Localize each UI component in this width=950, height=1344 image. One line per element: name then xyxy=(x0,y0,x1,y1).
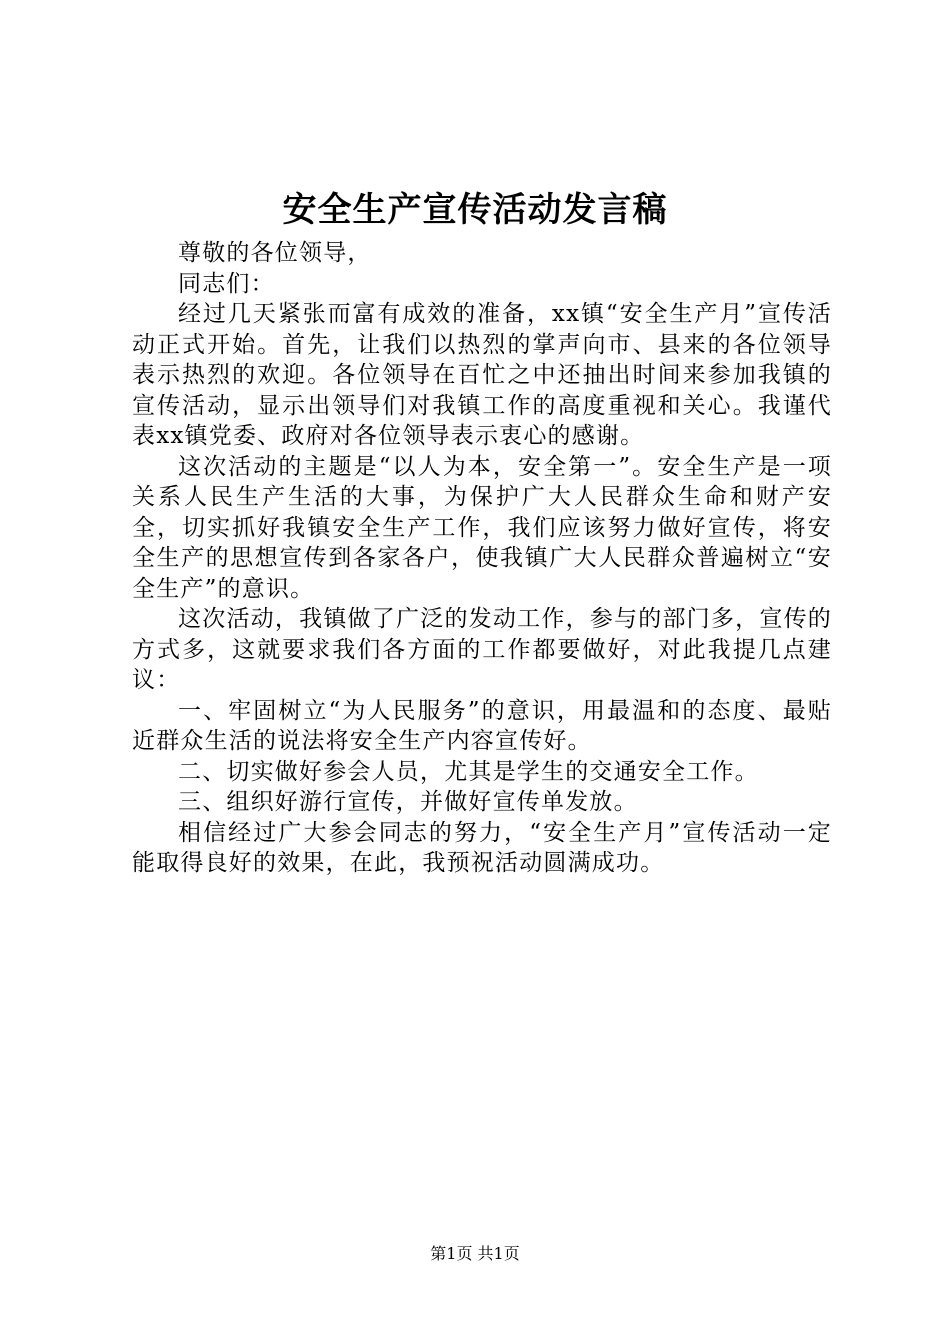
paragraph-opening: 经过几天紧张而富有成效的准备，xx镇“安全生产月”宣传活动正式开始。首先，让我们以热烈的掌声向市、县来的各位领导表示热烈的欢迎。各位领导在百忙之中还抽出时间来参加我镇的宣传活动，显示出领导们对我镇工作的高度重视和关心。我谨代表xx镇党委、政府对各位领导表示衷心的感谢。 xyxy=(132,301,832,449)
suggestion-item-2: 二、切实做好参会人员，尤其是学生的交通安全工作。 xyxy=(178,758,759,785)
paragraph-suggestions-intro: 这次活动，我镇做了广泛的发动工作，参与的部门多，宣传的方式多，这就要求我们各方面的工作都要做好，对此我提几点建议： xyxy=(132,606,832,693)
paragraph-theme: 这次活动的主题是“以人为本，安全第一”。安全生产是一项关系人民生产生活的大事，为保护广大人民群众生命和财产安全，切实抓好我镇安全生产工作，我们应该努力做好宣传，将安全生产的思想宣传到各家各户，使我镇广大人民群众普遍树立“安全生产”的意识。 xyxy=(132,453,832,602)
salutation-comrades: 同志们： xyxy=(178,270,275,297)
suggestion-item-1: 一、牢固树立“为人民服务”的意识，用最温和的态度、最贴近群众生活的说法将安全生产内容宣传好。 xyxy=(132,697,832,754)
salutation-leaders: 尊敬的各位领导， xyxy=(178,240,372,266)
document-body xyxy=(132,238,832,879)
document-title: 安全生产宣传活动发言稿 xyxy=(282,190,668,230)
suggestion-item-3: 三、组织好游行宣传，并做好宣传单发放。 xyxy=(178,789,638,815)
paragraph-closing: 相信经过广大参会同志的努力，“安全生产月”宣传活动一定能取得良好的效果，在此，我预祝活动圆满成功。 xyxy=(132,819,832,876)
page-footer: 第1页 共1页 xyxy=(430,1244,520,1263)
